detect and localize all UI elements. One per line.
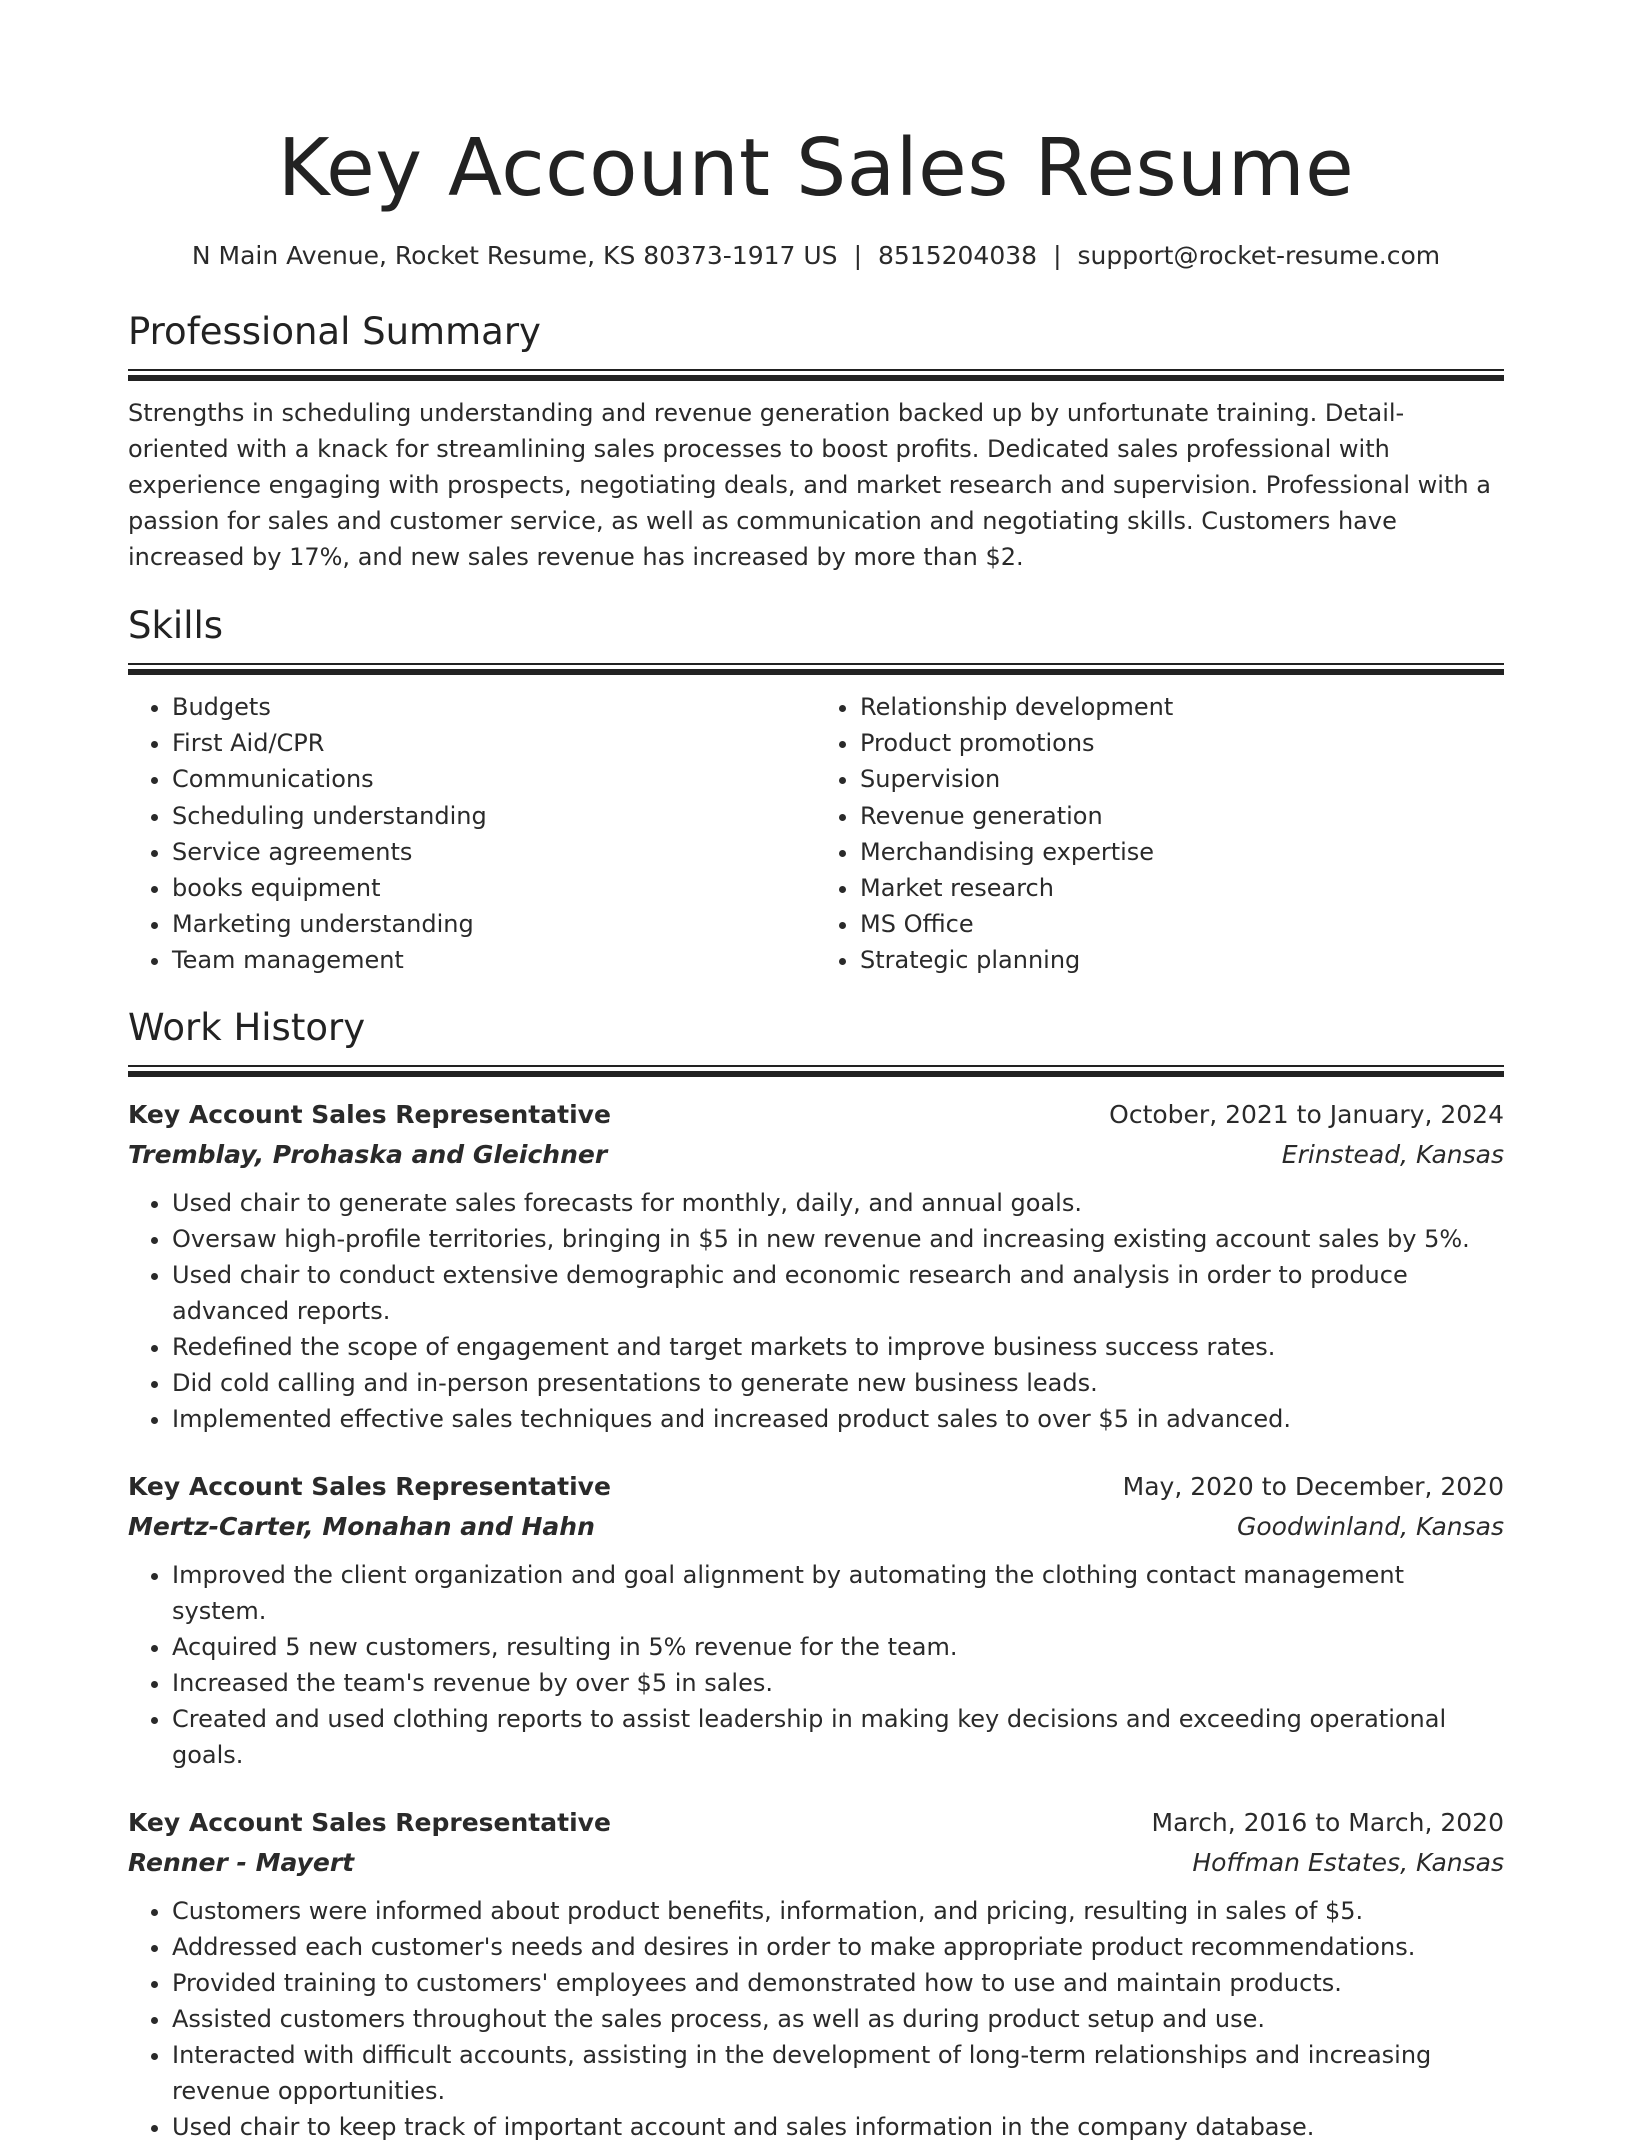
job-bullets xyxy=(128,1185,1504,1437)
job-entry xyxy=(128,1803,1504,2145)
job-dates: March, 2016 to March, 2020 xyxy=(1151,1807,1504,1837)
skill-item: • First Aid/CPR xyxy=(172,725,816,761)
skill-item: • Team management xyxy=(172,942,816,978)
section-divider xyxy=(128,369,1504,381)
work-history-section xyxy=(128,1003,1504,2145)
job-bullets xyxy=(128,1893,1504,2145)
job-bullet: • Acquired 5 new customers, resulting in 5% revenue for the team. xyxy=(172,1629,1504,1665)
job-bullet: • Oversaw high-profile territories, bringing in $5 in new revenue and increasing existing account sales by 5%. xyxy=(172,1221,1504,1257)
job-title: Key Account Sales Representative xyxy=(128,1471,611,1501)
job-bullet: • Provided training to customers' employees and demonstrated how to use and maintain products. xyxy=(172,1965,1504,2001)
job-bullet: • Used chair to conduct extensive demographic and economic research and analysis in order to produce advanced reports. xyxy=(172,1257,1504,1329)
skill-item: • Relationship development xyxy=(860,689,1504,725)
skill-item: • Strategic planning xyxy=(860,942,1504,978)
job-location: Hoffman Estates, Kansas xyxy=(1192,1847,1504,1877)
summary-heading: Professional Summary xyxy=(128,310,541,353)
skill-item: • Marketing understanding xyxy=(172,906,816,942)
job-bullet: • Addressed each customer's needs and desires in order to make appropriate product recommendations. xyxy=(172,1929,1504,1965)
job-dates: October, 2021 to January, 2024 xyxy=(1109,1099,1504,1129)
job-subheader xyxy=(128,1843,1504,1883)
job-bullet: • Created and used clothing reports to assist leadership in making key decisions and exceeding operational goals. xyxy=(172,1701,1504,1773)
job-entry xyxy=(128,1095,1504,1437)
skill-item: • Supervision xyxy=(860,761,1504,797)
job-bullet: • Did cold calling and in-person presentations to generate new business leads. xyxy=(172,1365,1504,1401)
job-bullet: • Improved the client organization and goal alignment by automating the clothing contact management system. xyxy=(172,1557,1504,1629)
skills-section xyxy=(128,601,1504,979)
job-bullets xyxy=(128,1557,1504,1773)
skill-item: • Scheduling understanding xyxy=(172,798,816,834)
job-entry xyxy=(128,1467,1504,1773)
job-bullet: • Used chair to keep track of important account and sales information in the company database. xyxy=(172,2109,1504,2145)
job-bullet: • Implemented effective sales techniques and increased product sales to over $5 in advanced. xyxy=(172,1401,1504,1437)
skill-item: • Merchandising expertise xyxy=(860,834,1504,870)
job-dates: May, 2020 to December, 2020 xyxy=(1122,1471,1504,1501)
skill-item: • Budgets xyxy=(172,689,816,725)
job-subheader xyxy=(128,1135,1504,1175)
job-location: Goodwinland, Kansas xyxy=(1237,1511,1504,1541)
contact-line xyxy=(128,238,1504,274)
skills-heading: Skills xyxy=(128,604,224,647)
job-bullet: • Used chair to generate sales forecasts for monthly, daily, and annual goals. xyxy=(172,1185,1504,1221)
contact-address: N Main Avenue, Rocket Resume, KS 80373-1917 US xyxy=(191,241,838,270)
job-bullet: • Assisted customers throughout the sales process, as well as during product setup and use. xyxy=(172,2001,1504,2037)
skill-item: • books equipment xyxy=(172,870,816,906)
job-title: Key Account Sales Representative xyxy=(128,1099,611,1129)
section-divider xyxy=(128,1065,1504,1077)
contact-separator: | xyxy=(1053,241,1062,270)
section-divider xyxy=(128,663,1504,675)
job-subheader xyxy=(128,1507,1504,1547)
job-header xyxy=(128,1467,1504,1507)
skill-item: • Market research xyxy=(860,870,1504,906)
job-location: Erinstead, Kansas xyxy=(1281,1139,1504,1169)
job-header xyxy=(128,1803,1504,1843)
job-title: Key Account Sales Representative xyxy=(128,1807,611,1837)
job-company: Renner - Mayert xyxy=(128,1847,355,1877)
job-header xyxy=(128,1095,1504,1135)
summary-text: Strengths in scheduling understanding and revenue generation backed up by unfortunate training. Detail-oriented with a knack for streamlining sales processes to boost profits. Dedicated sales professional with experience engaging with prospects, negotiating deals, and market research and supervision. Professional with a passion for sales and customer service, as well as communication and negotiating skills. Customers have increased by 17%, and new sales revenue has increased by more than $2. xyxy=(128,399,1491,571)
job-bullet: • Increased the team's revenue by over $5 in sales. xyxy=(172,1665,1504,1701)
contact-phone: 8515204038 xyxy=(878,241,1038,270)
skills-list-left xyxy=(128,689,816,979)
job-bullet: • Redefined the scope of engagement and target markets to improve business success rates. xyxy=(172,1329,1504,1365)
skill-item: • Product promotions xyxy=(860,725,1504,761)
job-bullet: • Interacted with difficult accounts, assisting in the development of long-term relationships and increasing revenue opportunities. xyxy=(172,2037,1504,2109)
skill-item: • Service agreements xyxy=(172,834,816,870)
resume-title: Key Account Sales Resume xyxy=(277,122,1355,214)
skill-item: • Communications xyxy=(172,761,816,797)
skill-item: • MS Office xyxy=(860,906,1504,942)
contact-email: support@rocket-resume.com xyxy=(1077,241,1441,270)
job-company: Tremblay, Prohaska and Gleichner xyxy=(128,1139,608,1169)
summary-section xyxy=(128,307,1504,575)
work-history-heading: Work History xyxy=(128,1005,366,1049)
skills-list-right xyxy=(816,689,1504,979)
contact-separator: | xyxy=(853,241,862,270)
job-company: Mertz-Carter, Monahan and Hahn xyxy=(128,1511,595,1541)
skill-item: • Revenue generation xyxy=(860,798,1504,834)
job-bullet: • Customers were informed about product benefits, information, and pricing, resulting in sales of $5. xyxy=(172,1893,1504,1929)
skills-columns xyxy=(128,689,1504,979)
